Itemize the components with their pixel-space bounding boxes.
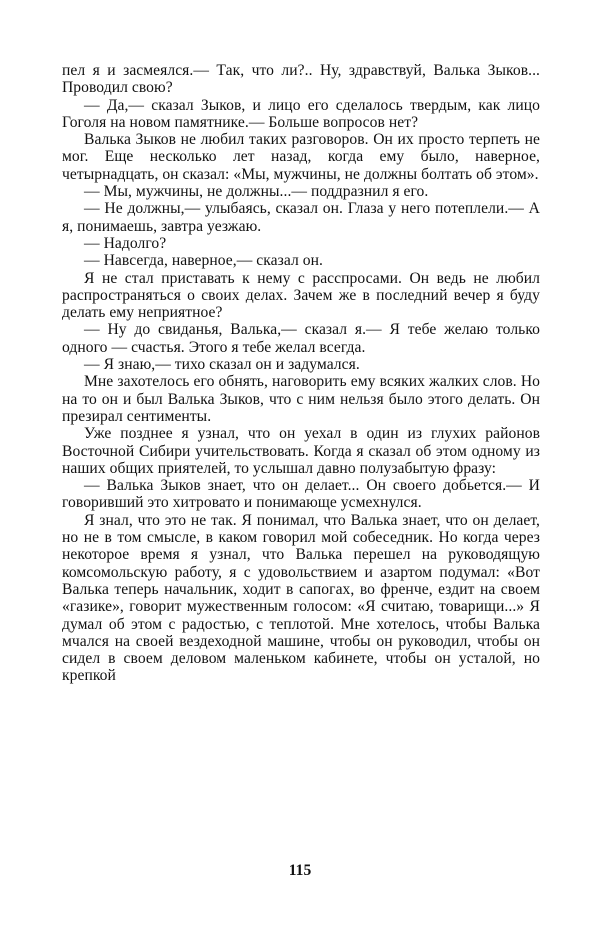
paragraph-13: — Валька Зыков знает, что он делает... Он своего добьется.— И говоривший это хитровато и понимающе усмехнулся. [62,477,540,512]
paragraph-1: пел я и засмеялся.— Так, что ли?.. Ну, здравствуй, Валька Зыков... Проводил свою? [62,62,540,97]
paragraph-7: — Навсегда, наверное,— сказал он. [84,252,323,270]
paragraph-11: Мне захотелось его обнять, наговорить ему всяких жалких слов. Но на то он и был Валька Зыков, что с ним нельзя было этого делать. Он презирал сентименты. [62,373,540,425]
paragraph-14: Я знал, что это не так. Я понимал, что Валька знает, что он делает, но не в том смысле, в каком говорил мой собеседник. Но когда через некоторое время я узнал, что Валька перешел на руководящую комсомольскую работу, я с удовольствием и азартом подумал: «Вот Валька теперь начальник, ходит в сапогах, во френче, ездит на своем «газике», говорит мужественным голосом: «Я считаю, товарищи...» Я думал об этом с радостью, с теплотой. Мне хотелось, чтобы Валька мчался на своей вездеходной машине, чтобы он руководил, чтобы он сидел в своем деловом маленьком кабинете, чтобы он усталой, но крепкой [62,511,540,685]
paragraph-9: — Ну до свиданья, Валька,— сказал я.— Я тебе желаю только одного — счастья. Этого я тебе желал всегда. [62,321,540,356]
paragraph-12: Уже позднее я узнал, что он уехал в один из глухих районов Восточной Сибири учительствовать. Когда я сказал об этом одному из наших общих приятелей, то услышал давно полузабытую фразу: [62,425,540,477]
paragraph-8: Я не стал приставать к нему с расспросами. Он ведь не любил распространяться о своих делах. Зачем же в последний вечер я буду делать ему неприятное? [62,269,540,322]
page-number: 115 [288,862,312,879]
paragraph-5: — Не должны,— улыбаясь, сказал он. Глаза у него потеплели.— А я, понимаешь, завтра уезжаю. [62,200,540,235]
paragraph-4: — Мы, мужчины, не должны...— поддразнил я его. [84,183,429,201]
paragraph-10: — Я знаю,— тихо сказал он и задумался. [84,356,360,374]
paragraph-3: Валька Зыков не любил таких разговоров. Он их просто терпеть не мог. Еще несколько лет назад, когда ему было, наверное, четырнадцать, он сказал: «Мы, мужчины, не должны болтать об этом». [62,131,540,183]
page-text [62,62,540,685]
paragraph-2: — Да,— сказал Зыков, и лицо его сделалось твердым, как лицо Гоголя на новом памятнике.— Больше вопросов нет? [62,96,540,131]
paragraph-6: — Надолго? [84,234,167,252]
